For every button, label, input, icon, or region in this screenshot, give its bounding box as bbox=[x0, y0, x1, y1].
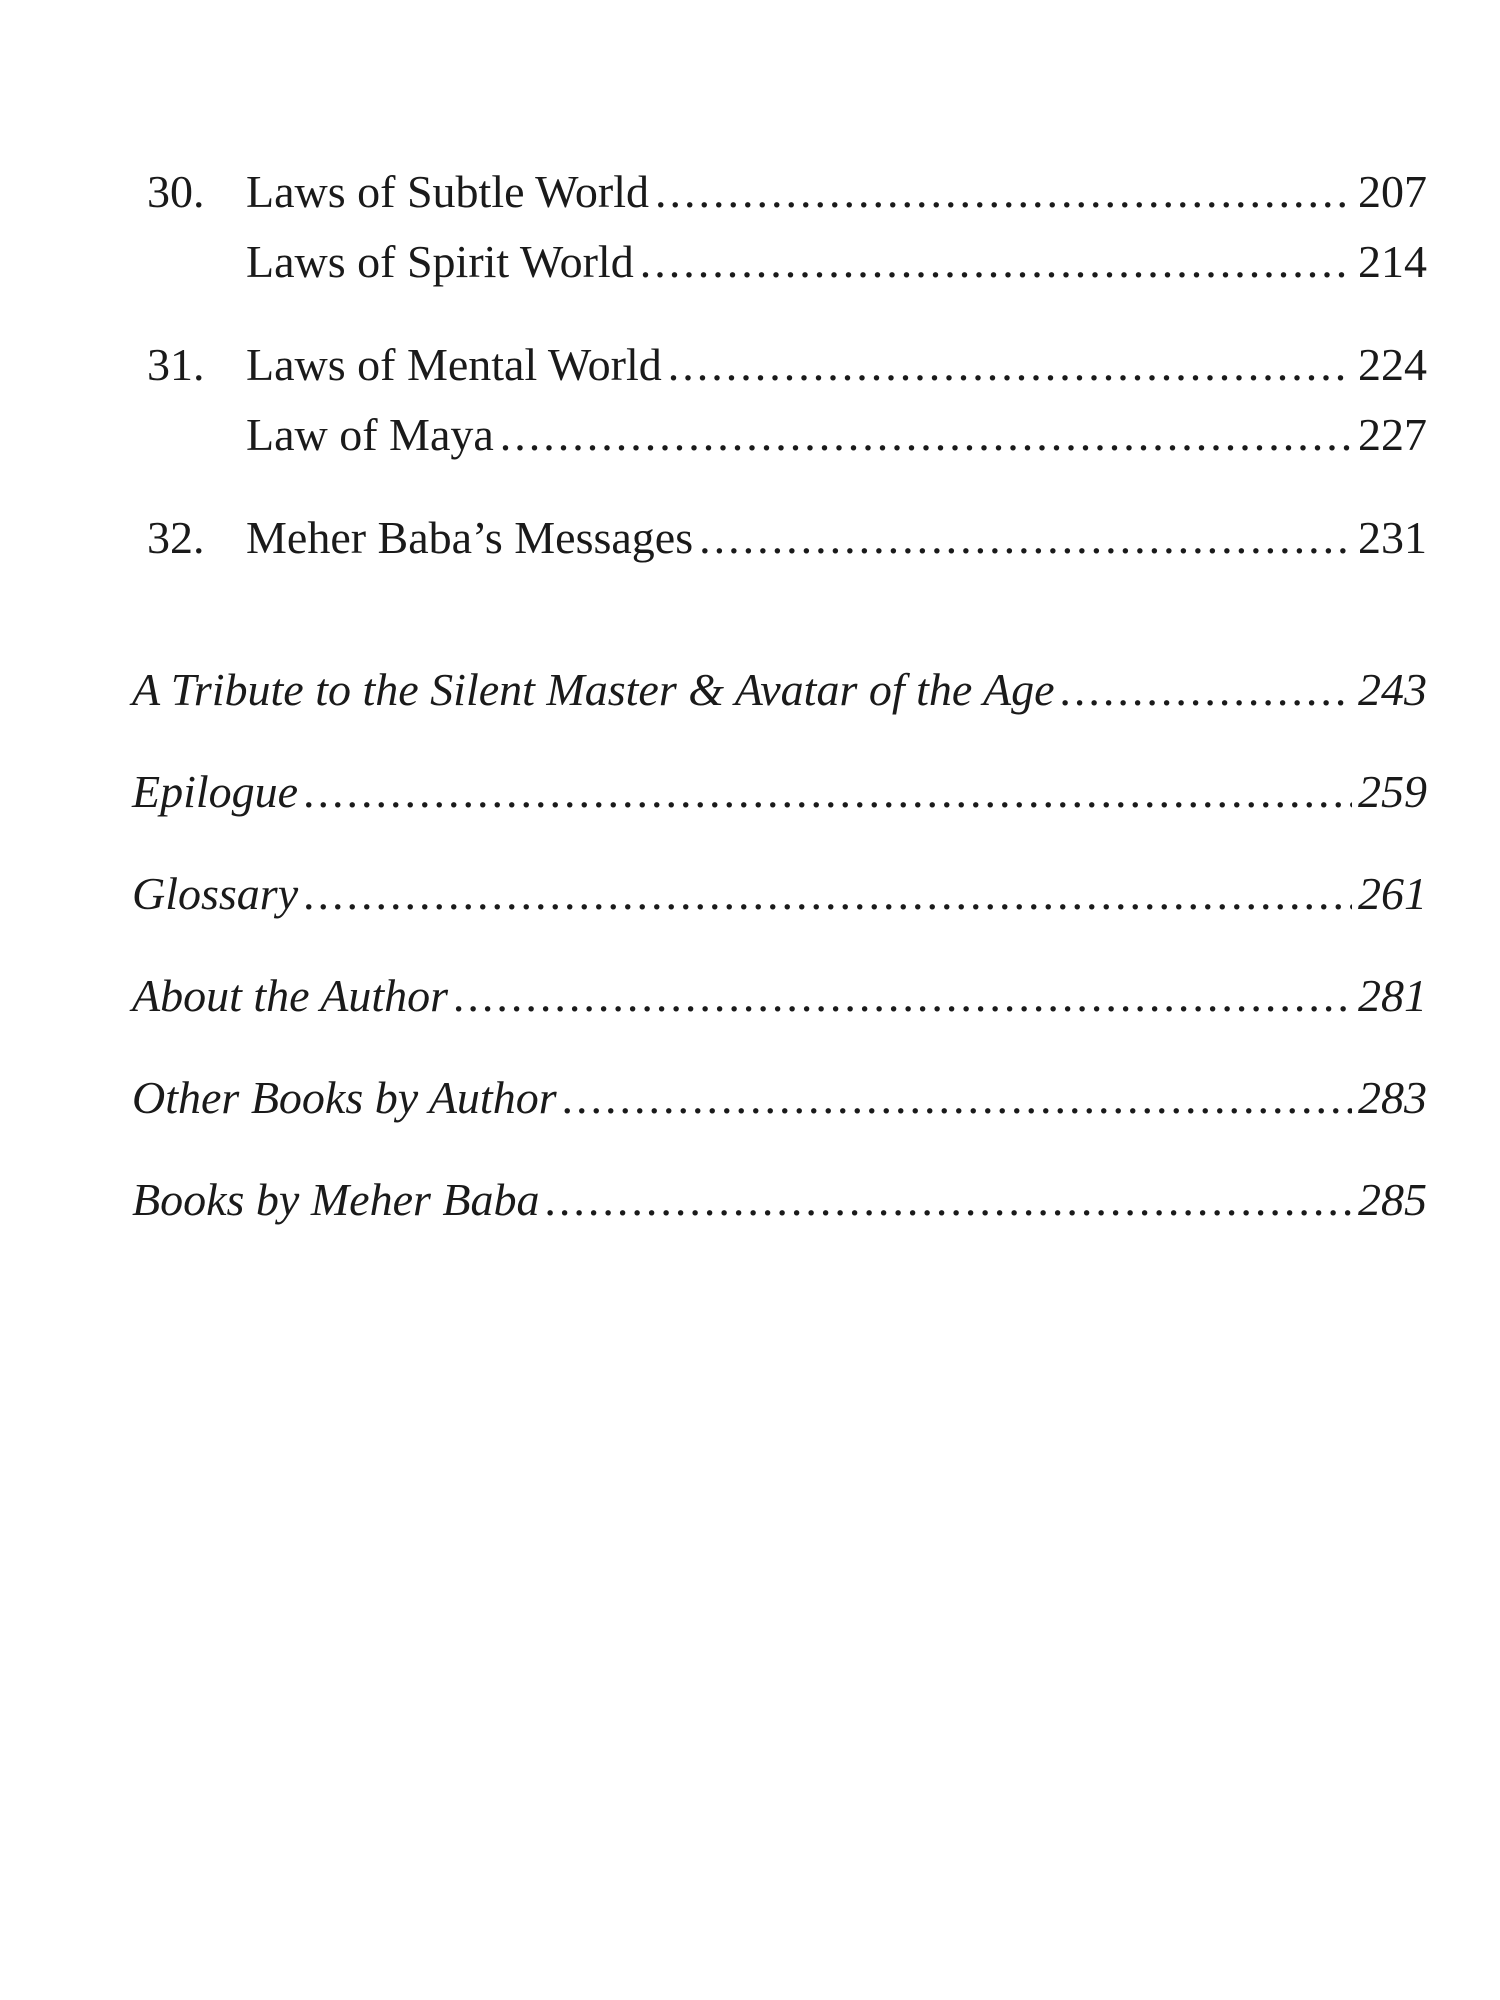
entry-title: Meher Baba’s Messages bbox=[246, 512, 694, 563]
entry-page-number: 231 bbox=[1358, 512, 1427, 563]
entry-page-number: 261 bbox=[1358, 868, 1427, 919]
dot-leader bbox=[1061, 660, 1352, 720]
chapter-number: 31. bbox=[147, 339, 205, 390]
entry-page-number: 224 bbox=[1358, 339, 1427, 390]
dot-leader bbox=[640, 232, 1352, 292]
entry-page-number: 285 bbox=[1358, 1174, 1427, 1225]
toc-entry-epilogue[interactable] bbox=[132, 762, 1427, 822]
chapter-number: 32. bbox=[147, 512, 205, 563]
dot-leader bbox=[699, 508, 1352, 568]
dot-leader bbox=[454, 966, 1352, 1026]
toc-entry-tribute[interactable] bbox=[132, 660, 1427, 720]
entry-title: Laws of Spirit World bbox=[246, 236, 634, 287]
toc-entry-law-of-maya[interactable] bbox=[132, 405, 1427, 465]
toc-entry-laws-of-spirit-world[interactable] bbox=[132, 232, 1427, 292]
entry-title: A Tribute to the Silent Master & Avatar of the Age bbox=[132, 664, 1055, 715]
toc-entry-glossary[interactable] bbox=[132, 864, 1427, 924]
entry-page-number: 283 bbox=[1358, 1072, 1427, 1123]
entry-title: Books by Meher Baba bbox=[132, 1174, 540, 1225]
entry-title: Law of Maya bbox=[246, 409, 494, 460]
entry-page-number: 214 bbox=[1358, 236, 1427, 287]
toc-entry-laws-of-mental-world[interactable] bbox=[132, 335, 1427, 395]
entry-title: Laws of Subtle World bbox=[246, 166, 650, 217]
entry-title: About the Author bbox=[132, 970, 449, 1021]
dot-leader bbox=[546, 1170, 1353, 1230]
toc-entry-laws-of-subtle-world[interactable] bbox=[132, 162, 1427, 222]
entry-page-number: 259 bbox=[1358, 766, 1427, 817]
dot-leader bbox=[563, 1068, 1352, 1128]
entry-title: Laws of Mental World bbox=[246, 339, 662, 390]
toc-entry-about-the-author[interactable] bbox=[132, 966, 1427, 1026]
toc-entry-meher-babas-messages[interactable] bbox=[132, 508, 1427, 568]
entry-page-number: 207 bbox=[1358, 166, 1427, 217]
dot-leader bbox=[655, 162, 1352, 222]
dot-leader bbox=[304, 762, 1352, 822]
dot-leader bbox=[304, 864, 1352, 924]
entry-page-number: 227 bbox=[1358, 409, 1427, 460]
toc-entry-other-books-by-author[interactable] bbox=[132, 1068, 1427, 1128]
dot-leader bbox=[668, 335, 1352, 395]
chapter-number: 30. bbox=[147, 166, 205, 217]
entry-page-number: 281 bbox=[1358, 970, 1427, 1021]
entry-title: Epilogue bbox=[132, 766, 299, 817]
entry-title: Glossary bbox=[132, 868, 299, 919]
entry-page-number: 243 bbox=[1358, 664, 1427, 715]
dot-leader bbox=[500, 405, 1352, 465]
toc-entry-books-by-meher-baba[interactable] bbox=[132, 1170, 1427, 1230]
entry-title: Other Books by Author bbox=[132, 1072, 557, 1123]
